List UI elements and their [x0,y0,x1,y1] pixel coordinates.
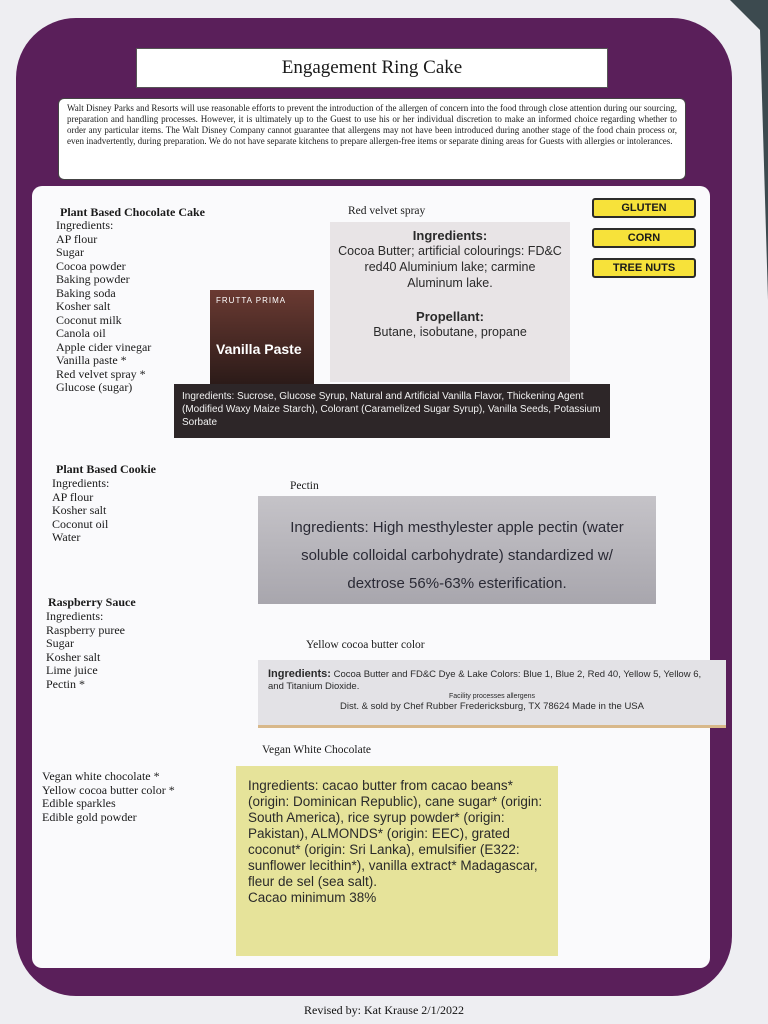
vegan-white-cacao-min: Cacao minimum 38% [248,890,377,905]
list-item: Glucose (sugar) [56,380,133,394]
list-item: Cocoa powder [56,258,126,273]
vanilla-paste-bottle-photo [210,290,314,386]
cocoa-ingredients-heading: Ingredients: [268,668,331,680]
list-item: Pectin * [46,676,85,691]
cocoa-facility-note: Facility processes allergens [449,693,535,700]
yellow-cocoa-ingredient-photo [258,660,726,728]
red-velvet-ingredients: Cocoa Butter; artificial colourings: FD&C red40 Aluminium lake; carmine Aluminum lake. [338,244,562,290]
allergen-badge-tree-nuts: TREE NUTS [592,258,696,278]
list-item: Vanilla paste * [56,353,127,367]
allergen-badge-gluten: GLUTEN [592,198,696,218]
list-item: Red velvet spray * [56,366,146,381]
list-item: Canola oil [56,326,106,340]
list-item: Baking soda [56,285,116,300]
cake-ingredient-list [56,219,151,395]
list-item: AP flour [52,489,94,504]
vegan-white-ingredients: Ingredients: cacao butter from cacao beans* (origin: Dominican Republic), cane sugar* (origin: South America), rice syrup powder* (origin: Pakistan), ALMONDS* (origin: EEC), grated coconut* (origin: Sri Lanka), emulsifier (E322: sunflower lecithin*), vanilla extract* Madagascar, fleur de sel (sea salt). [248,778,543,889]
list-item: Coconut milk [56,312,122,327]
cookie-title: Plant Based Cookie [56,462,157,476]
red-velvet-label: Red velvet spray [348,205,426,217]
list-item: Lime juice [46,663,98,677]
list-item: Yellow cocoa butter color * [42,782,175,797]
red-velvet-ingredient-photo [330,222,570,382]
list-item: Water [52,530,81,544]
list-item: Kosher salt [46,649,101,664]
list-item: Sugar [46,636,74,650]
cocoa-ingredients-body: Cocoa Butter and FD&C Dye & Lake Colors: Blue 1, Blue 2, Red 40, Yellow 5, Yellow 6, and Titanium Dioxide. [268,669,702,692]
list-item: Ingredients: [46,609,104,623]
list-item: Kosher salt [52,503,107,517]
vegan-white-label: Vegan White Chocolate [262,744,372,756]
vanilla-paste-ingredient-photo: Ingredients: Sucrose, Glucose Syrup, Natural and Artificial Vanilla Flavor, Thickening Agent (Modified Waxy Maize Starch), Colorant (Caramelized Sugar Syrup), Vanilla Seeds, Potassium Sorbate [174,384,610,438]
revised-by: Revised by: Kat Krause 2/1/2022 [304,1003,464,1017]
list-item: Edible sparkles [42,796,116,810]
allergen-disclaimer: Walt Disney Parks and Resorts will use reasonable efforts to prevent the introduction of the allergen of concern into the food through close attention during our sourcing, preparation and handling processes. However, it is ultimately up to the Guest to use his or her individual discretion to make an informed choice regarding whether to order any particular items. The Walt Disney Company cannot guarantee that allergens may not have been introduced during another stage of the food chain process or, even inadvertently, during preparation. We do not have separate kitchens to prepare allergen-free items or separate dining areas for Guests with allergies or intolerances. [58,98,686,180]
sauce-ingredient-list [46,610,125,691]
red-velvet-heading: Ingredients: [412,228,488,243]
vanilla-product-name: Vanilla Paste [216,341,302,357]
page-title: Engagement Ring Cake [136,48,608,88]
yellow-cocoa-label: Yellow cocoa butter color [306,639,425,651]
list-item: Ingredients: [52,476,110,490]
list-item: Apple cider vinegar [56,339,152,354]
sauce-title: Raspberry Sauce [48,595,136,609]
list-item: Vegan white chocolate * [42,769,160,783]
cake-title: Plant Based Chocolate Cake [60,205,205,219]
decor-ingredient-list [42,770,175,824]
vanilla-brand: FRUTTA PRIMA [216,296,287,305]
list-item: Ingredients: [56,218,114,232]
red-velvet-propellant: Butane, isobutane, propane [373,325,527,339]
list-item: Edible gold powder [42,809,137,824]
list-item: Baking powder [56,272,130,286]
list-item: Sugar [56,245,84,259]
pectin-label: Pectin [290,480,319,492]
list-item: Kosher salt [56,299,111,313]
list-item: Coconut oil [52,516,109,531]
cookie-ingredient-list [52,477,109,545]
allergen-badge-corn: CORN [592,228,696,248]
pectin-ingredient-photo: Ingredients: High mesthylester apple pectin (water soluble colloidal carbohydrate) standardized w/ dextrose 56%-63% esterification. [258,496,656,604]
list-item: AP flour [56,231,98,246]
red-velvet-propellant-heading: Propellant: [416,309,484,324]
vegan-white-chocolate-ingredient-photo [236,766,558,956]
list-item: Raspberry puree [46,622,125,637]
cocoa-distributor: Dist. & sold by Chef Rubber Fredericksburg, TX 78624 Made in the USA [340,701,644,712]
